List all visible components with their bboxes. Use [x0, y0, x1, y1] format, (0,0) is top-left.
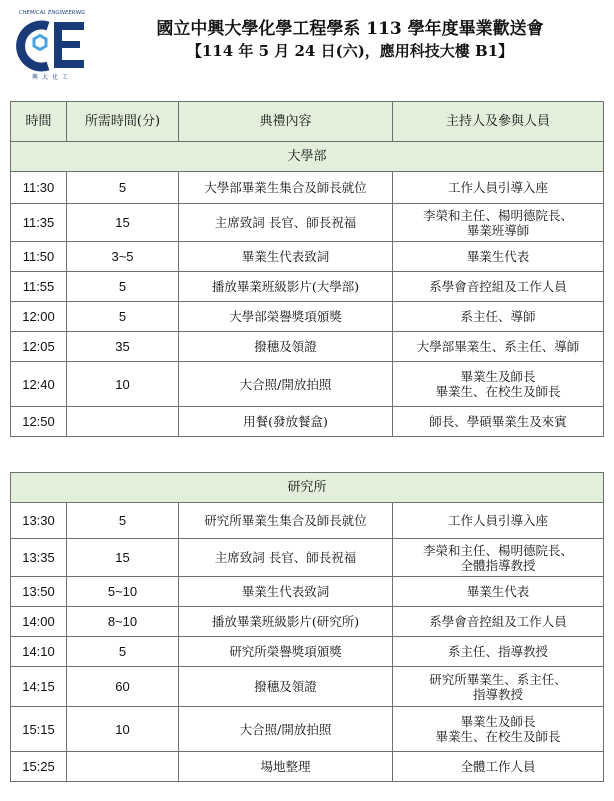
row-content: 大學部畢業生集合及師長就位 — [179, 172, 393, 204]
row-people-line: 系主任、指導教授 — [448, 644, 549, 659]
row-duration: 5~10 — [67, 577, 179, 607]
table-row — [11, 707, 604, 752]
row-duration: 5 — [67, 172, 179, 204]
row-duration: 8~10 — [67, 607, 179, 637]
row-people — [393, 407, 604, 437]
row-people — [393, 607, 604, 637]
page-subtitle: 【114 年 5 月 24 日(六)，應用科技大樓 B1】 — [186, 42, 514, 60]
column-header-time: 時間 — [11, 102, 67, 142]
row-people — [393, 242, 604, 272]
schedule-table-undergrad — [10, 101, 604, 437]
document-header — [0, 0, 614, 96]
column-header-duration: 所需時間(分) — [67, 102, 179, 142]
logo-top-text: CHEMICAL ENGINEERING — [18, 10, 86, 16]
table-row — [11, 242, 604, 272]
row-people-line: 系學會音控組及工作人員 — [429, 614, 567, 629]
row-people-line: 畢業班導師 — [466, 222, 530, 238]
row-people-line: 全體工作人員 — [460, 759, 536, 774]
table-row — [11, 539, 604, 577]
table-row — [11, 607, 604, 637]
table-row — [11, 752, 604, 782]
row-duration: 35 — [67, 332, 179, 362]
table-row — [11, 172, 604, 204]
row-people — [393, 577, 604, 607]
row-time: 11:55 — [11, 272, 67, 302]
row-duration: 15 — [67, 539, 179, 577]
row-content: 大學部榮譽獎項頒獎 — [179, 302, 393, 332]
table-row — [11, 362, 604, 407]
row-time: 14:00 — [11, 607, 67, 637]
row-content: 研究所畢業生集合及師長就位 — [179, 503, 393, 539]
row-people-line: 畢業生、在校生及師長 — [435, 384, 561, 399]
schedule-table-graduate — [10, 472, 604, 782]
row-people-line: 工作人員引導入座 — [448, 513, 549, 528]
row-content: 大合照/開放拍照 — [179, 362, 393, 407]
row-time: 15:15 — [11, 707, 67, 752]
row-content: 撥穗及領證 — [179, 667, 393, 707]
row-time: 12:05 — [11, 332, 67, 362]
row-people — [393, 752, 604, 782]
row-people — [393, 362, 604, 407]
row-people-line: 大學部畢業生、系主任、導師 — [416, 339, 580, 354]
row-time: 13:50 — [11, 577, 67, 607]
row-people-line: 師長、學碩畢業生及來賓 — [429, 414, 567, 429]
table-row — [11, 332, 604, 362]
row-people — [393, 667, 604, 707]
row-people — [393, 539, 604, 577]
column-header-content: 典禮內容 — [179, 102, 393, 142]
row-duration: 3~5 — [67, 242, 179, 272]
row-duration: 5 — [67, 503, 179, 539]
row-people — [393, 302, 604, 332]
row-duration: 5 — [67, 302, 179, 332]
row-time: 14:10 — [11, 637, 67, 667]
table-row — [11, 637, 604, 667]
row-people-line: 系主任、導師 — [460, 309, 536, 324]
row-duration — [67, 407, 179, 437]
row-content: 主席致詞 長官、師長祝福 — [179, 204, 393, 242]
row-content: 場地整理 — [179, 752, 393, 782]
row-people — [393, 272, 604, 302]
row-time: 12:40 — [11, 362, 67, 407]
section-row-graduate — [11, 473, 604, 503]
row-duration: 5 — [67, 637, 179, 667]
table-row — [11, 667, 604, 707]
row-people — [393, 172, 604, 204]
row-people-line: 畢業生及師長 — [460, 714, 536, 729]
column-header-people: 主持人及參與人員 — [393, 102, 604, 142]
row-people-line: 畢業生及師長 — [460, 369, 536, 384]
row-people-line: 全體指導教授 — [460, 557, 536, 573]
row-people — [393, 204, 604, 242]
row-duration: 60 — [67, 667, 179, 707]
row-content: 畢業生代表致詞 — [179, 577, 393, 607]
row-content: 畢業生代表致詞 — [179, 242, 393, 272]
row-people-line: 畢業生、在校生及師長 — [435, 729, 561, 744]
row-content: 用餐(發放餐盒) — [179, 407, 393, 437]
row-duration: 10 — [67, 362, 179, 407]
row-content: 大合照/開放拍照 — [179, 707, 393, 752]
row-people-line: 研究所畢業生、系主任、 — [429, 671, 567, 687]
department-logo — [12, 10, 92, 82]
section-row-undergrad — [11, 142, 604, 172]
row-people-line: 指導教授 — [473, 686, 524, 702]
table-row — [11, 577, 604, 607]
row-time: 11:50 — [11, 242, 67, 272]
section-title: 大學部 — [11, 142, 604, 172]
row-duration: 5 — [67, 272, 179, 302]
section-title: 研究所 — [11, 473, 604, 503]
row-content: 播放畢業班級影片(研究所) — [179, 607, 393, 637]
table-row — [11, 407, 604, 437]
row-people-line: 李榮和主任、楊明德院長、 — [423, 542, 574, 558]
row-time: 12:50 — [11, 407, 67, 437]
row-people-line: 工作人員引導入座 — [447, 180, 548, 195]
table-row — [11, 503, 604, 539]
row-time: 14:15 — [11, 667, 67, 707]
row-content: 播放畢業班級影片(大學部) — [179, 272, 393, 302]
row-people-line: 畢業生代表 — [466, 249, 530, 264]
logo-bottom-text: 興大化工 — [31, 74, 72, 81]
row-duration: 10 — [67, 707, 179, 752]
row-people-line: 李榮和主任、楊明德院長、 — [422, 207, 573, 223]
row-people-line: 畢業生代表 — [466, 584, 530, 599]
row-time: 13:35 — [11, 539, 67, 577]
row-duration — [67, 752, 179, 782]
row-time: 11:35 — [11, 204, 67, 242]
row-time: 11:30 — [11, 172, 67, 204]
row-people — [393, 707, 604, 752]
row-content: 主席致詞 長官、師長祝福 — [179, 539, 393, 577]
row-time: 15:25 — [11, 752, 67, 782]
row-people — [393, 637, 604, 667]
row-people — [393, 332, 604, 362]
row-content: 撥穗及領證 — [179, 332, 393, 362]
row-people-line: 系學會音控組及工作人員 — [429, 279, 567, 294]
table-row — [11, 302, 604, 332]
table-row — [11, 204, 604, 242]
page-title: 國立中興大學化學工程學系 113 學年度畢業歡送會 — [156, 19, 544, 39]
row-time: 13:30 — [11, 503, 67, 539]
row-content: 研究所榮譽獎項頒獎 — [179, 637, 393, 667]
table-row — [11, 272, 604, 302]
row-time: 12:00 — [11, 302, 67, 332]
row-duration: 15 — [67, 204, 179, 242]
table-header-row — [11, 102, 604, 142]
row-people — [393, 503, 604, 539]
